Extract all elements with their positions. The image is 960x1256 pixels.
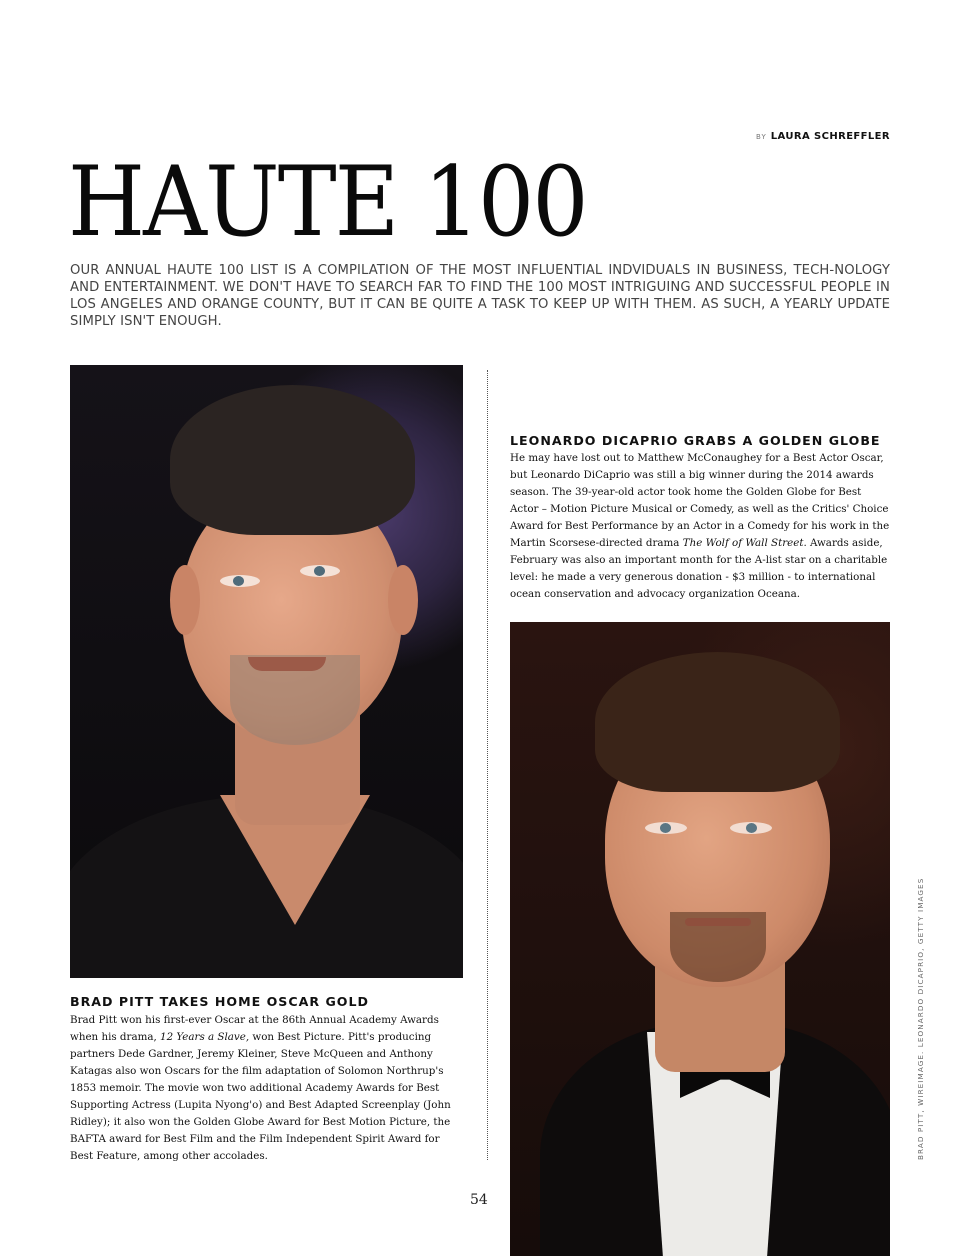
dicaprio-article-text-1: He may have lost out to Matthew McConaughey for a Best Actor Oscar, but Leonardo DiCaprio was still a big winner during the 2014 awards season. The 39-year-old actor took home the Golden Globe for Best Actor – Motion Picture Musical or Comedy, as well as the Critics' Choice Award for Best Performance by an Actor in a Comedy for his work in the Martin Scorsese-directed drama bbox=[510, 452, 890, 549]
pitt-film-title: 12 Years a Slave, bbox=[160, 1031, 250, 1043]
column-divider bbox=[487, 370, 488, 1160]
pitt-heading: BRAD PITT TAKES HOME OSCAR GOLD bbox=[70, 994, 369, 1009]
brad-pitt-photo bbox=[70, 365, 463, 978]
byline-author: LAURA SCHREFFLER bbox=[770, 131, 890, 142]
page-number: 54 bbox=[470, 1192, 488, 1208]
dicaprio-article-text-2: . Awards aside, February was also an important month for the A-list star on a charitable level: he made a very generous donation - $3 million - to international ocean conservation and advocacy organization Oceana. bbox=[510, 537, 888, 600]
pitt-article-text-2: won Best Picture. Pitt's producing partners Dede Gardner, Jeremy Kleiner, Steve McQueen and Anthony Katagas also won Oscars for the film adaptation of Solomon Northrup's 1853 memoir. The movie won two additional Academy Awards for Best Supporting Actress (Lupita Nyong'o) and Best Adapted Screenplay (John Ridley); it also won the Golden Globe Award for Best Motion Picture, the BAFTA award for Best Film and the Film Independent Spirit Award for Best Feature, among other accolades. bbox=[70, 1031, 451, 1162]
pitt-article-text-1: Brad Pitt won his first-ever Oscar at the 86th Annual Academy Awards when his drama, bbox=[70, 1014, 439, 1043]
byline bbox=[756, 131, 890, 142]
dicaprio-film-title: The Wolf of Wall Street bbox=[682, 537, 804, 549]
pitt-article bbox=[70, 1012, 465, 1165]
photo-credit: BRAD PITT, WIREIMAGE. LEONARDO DICAPRIO, GETTY IMAGES bbox=[916, 877, 925, 1160]
leonardo-dicaprio-photo bbox=[510, 622, 890, 1256]
dicaprio-article bbox=[510, 450, 890, 603]
page-title: HAUTE 100 bbox=[68, 146, 587, 258]
byline-prefix: BY bbox=[756, 133, 767, 141]
dicaprio-heading: LEONARDO DICAPRIO GRABS A GOLDEN GLOBE bbox=[510, 433, 881, 448]
intro-paragraph: OUR ANNUAL HAUTE 100 LIST IS A COMPILATION OF THE MOST INFLUENTIAL INDVIDUALS IN BUSINESS, TECH-NOLOGY AND ENTERTAINMENT. WE DON'T HAVE TO SEARCH FAR TO FIND THE 100 MOST INTRIGUING AND SUCCESSFUL PEOPLE IN LOS ANGELES AND ORANGE COUNTY, BUT IT CAN BE QUITE A TASK TO KEEP UP WITH THEM. AS SUCH, A YEARLY UPDATE SIMPLY ISN'T ENOUGH. bbox=[70, 263, 890, 329]
